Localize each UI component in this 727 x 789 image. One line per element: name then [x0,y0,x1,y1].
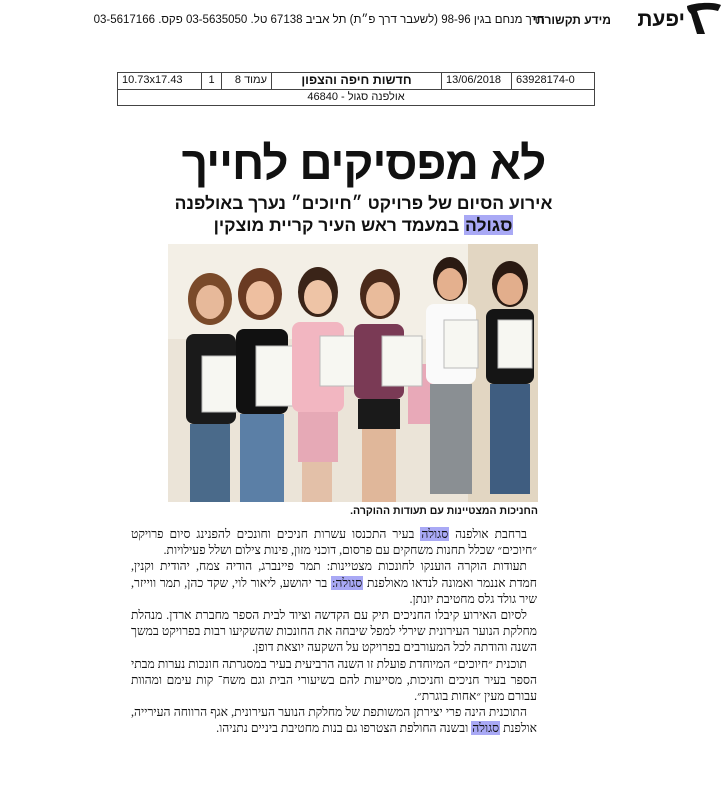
text-span: התוכנית הינה פרי יצירתן המשותפת של מחלקת הנוער העירונית, אגף הרווחה העירייה, אולפנת [131,705,537,736]
yifat-logo-icon [685,2,723,36]
text-span: ברחבת אולפנה [449,527,527,541]
contact-address: דרך מנחם בגין 98-96 (לשעבר דרך פ״ת) תל אביב 67138 טל. 03-5635050 פקס. 03-5617166 [93,14,544,26]
citation-count: 1 [202,73,222,89]
citation-box [117,72,595,106]
brand-subtitle: מידע תקשורתי [532,13,611,27]
article-paragraph [131,704,537,736]
subheadline-rest: במעמד ראש העיר קריית מוצקין [213,215,465,235]
photo-caption: החניכות המצטיינות עם תעודות ההוקרה. [350,505,538,517]
brand-name: יפעת [637,8,685,31]
text-span: בעיר התכנסו עשרות חניכים וחונכים להפנינג סיום פרויקט ״חיוכים״ שכלל תחנות משחקים עם פרסום, דוכני מזון, פינות צילום ושלל פעילויות. [131,527,537,558]
citation-date: 13/06/2018 [442,73,512,89]
article-body [131,526,537,737]
citation-publication: חדשות חיפה והצפון [272,73,442,89]
text-span: בר יהושע, ליאור לוי, שקד כהן, תמר ווייזר, שיר גולד גלס מחטיבת יונתן. [131,575,537,606]
citation-id: 63928174-0 [516,74,575,86]
article-subheadline-2 [0,215,727,236]
citation-page: עמוד 8 [222,73,272,89]
article-paragraph: לסיום האירוע קיבלו החניכים תיק עם הקדשה וציוד לבית הספר מחברת ארדן. מנהלת מחלקת הנוער העירונית שירלי למפל שיבחה את החונכות שהשקיעו רבות בפרויקט במשך השנה והודתה לכל המעורבים בפרויקט על השקעה יוצאת דופן. [131,608,537,655]
text-span: ובשנה החולפת הצטרפו גם בנות מחטיבת ביניים נתניהו. [216,721,472,736]
text-span: תעודות הוקרה הוענקו לחונכות מצטיינות: תמר פיינברג, הודיה צמח, יהודית וקנין, חמדת אננמר ואמונה לנדאו מאולפנת [131,559,537,590]
search-highlight: סגולה [421,527,449,541]
article-paragraph: תוכנית ״חיוכים״ המיוחדת פועלת זו השנה הרביעית בעיר במסגרתה חונכות נערות מבתי הספר בעיר חניכים וחניכות, מסייעות להם בשיעורי הבית וגם משח־ קות עימם ומהוות עבורם מעין ״אחות בוגרת״. [131,656,537,704]
students-photo-illustration [168,244,538,502]
article-subheadline-1: אירוע הסיום של פרויקט ״חיוכים״ נערך באולפנה [174,193,553,213]
citation-row [118,73,594,90]
citation-size: 10.73x17.43 [118,73,202,89]
article-paragraph [131,558,537,607]
search-highlight: סגולה: [332,575,363,590]
article-photo [168,244,538,502]
search-highlight: סגולה [472,721,500,736]
clipping-header [0,0,727,48]
citation-school: אולפנה סגול - 46840 [307,91,405,103]
article-headline: לא מפסיקים לחייך [181,137,546,189]
article-paragraph [131,526,537,558]
search-highlight: סגולה [465,215,513,235]
